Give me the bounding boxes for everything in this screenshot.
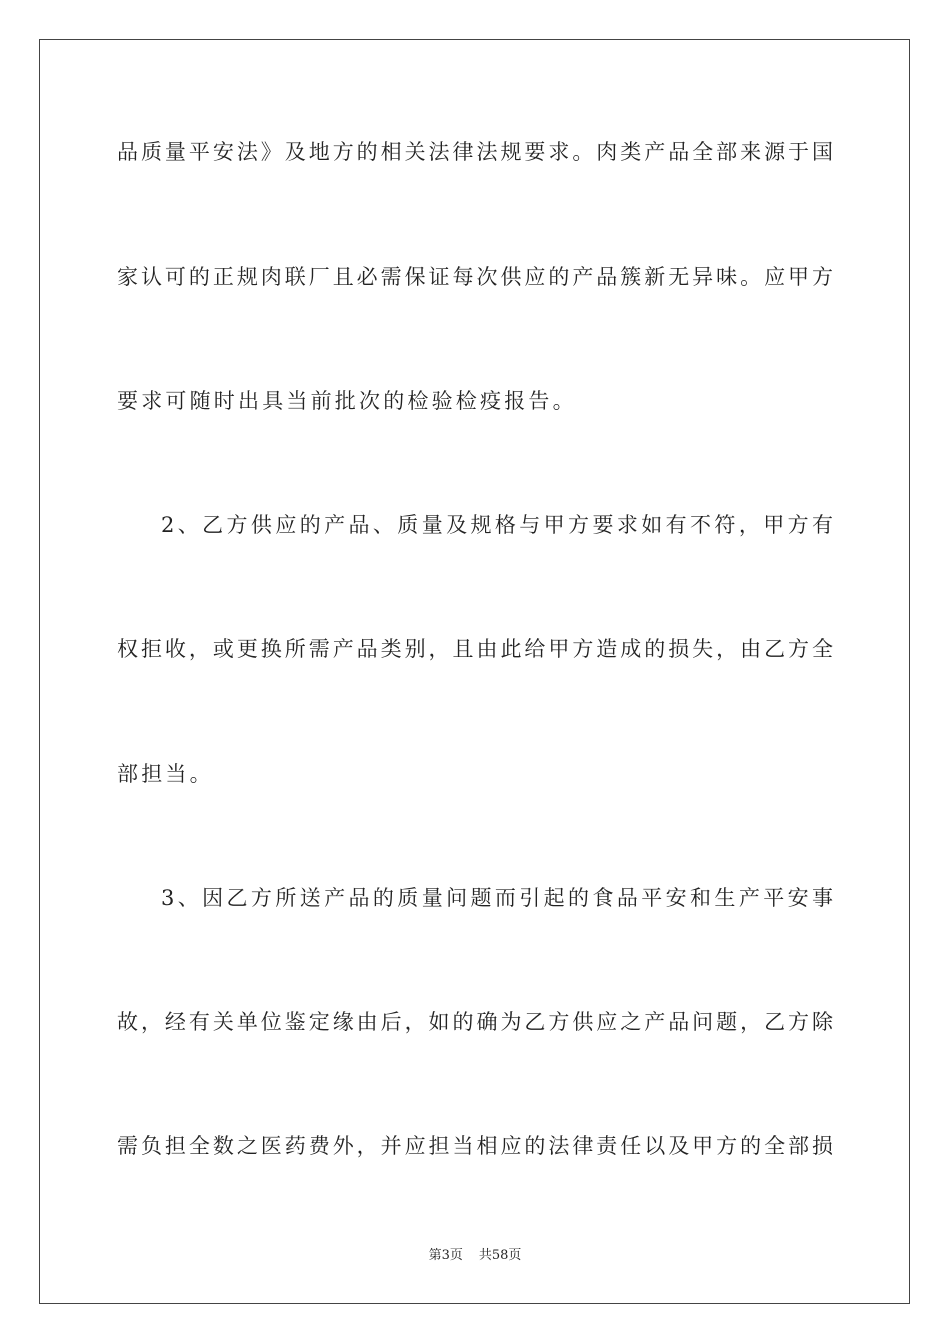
- body-line-3: 要求可随时出具当前批次的检验检疫报告。: [117, 389, 577, 413]
- page-number: 第3页: [428, 1248, 463, 1263]
- body-line-5: 权拒收，或更换所需产品类别，且由此给甲方造成的损失，由乙方全: [117, 637, 833, 661]
- body-line-1: 品质量平安法》及地方的相关法律法规要求。肉类产品全部来源于国: [117, 140, 833, 164]
- body-line-2: 家认可的正规肉联厂且必需保证每次供应的产品簇新无异味。应甲方: [117, 265, 833, 289]
- body-line-4: 2、乙方供应的产品、质量及规格与甲方要求如有不符，甲方有: [161, 513, 833, 537]
- body-line-9: 需负担全数之医药费外，并应担当相应的法律责任以及甲方的全部损: [117, 1134, 833, 1158]
- body-line-6: 部担当。: [117, 762, 214, 786]
- page-border: [39, 39, 910, 1304]
- body-line-7: 3、因乙方所送产品的质量问题而引起的食品平安和生产平安事: [161, 886, 833, 910]
- body-line-8: 故，经有关单位鉴定缘由后，如的确为乙方供应之产品问题，乙方除: [117, 1010, 833, 1034]
- page-footer: [0, 1247, 950, 1265]
- page-total: 共58页: [478, 1248, 522, 1263]
